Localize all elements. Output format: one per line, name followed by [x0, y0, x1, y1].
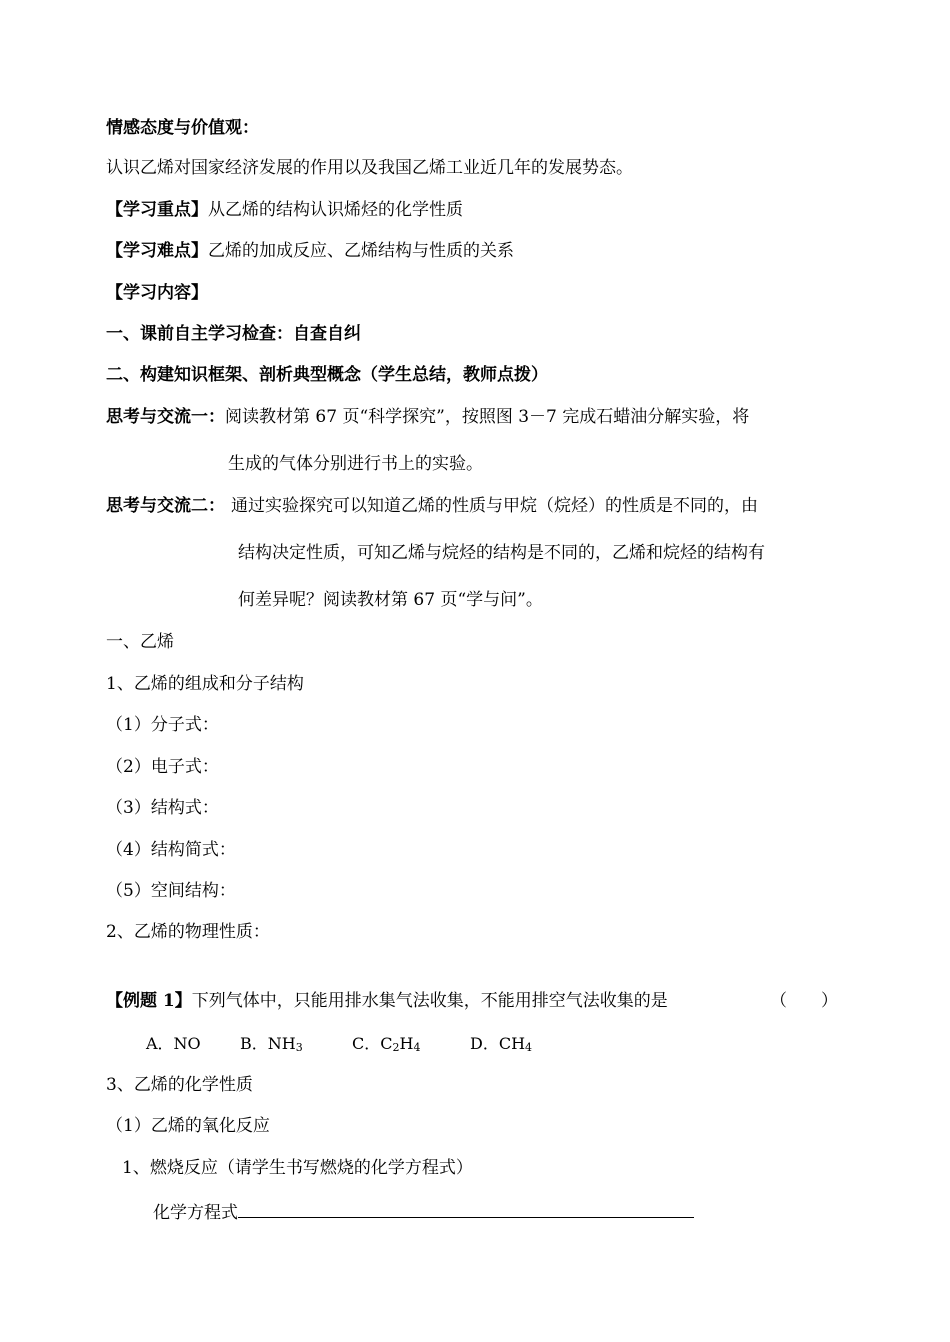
think1-label: 思考与交流一： [106, 407, 225, 427]
option-c: C．$C_2H_4$ [352, 1034, 421, 1054]
equation-line [153, 1197, 694, 1225]
equation-blank[interactable] [238, 1197, 694, 1218]
difficulty-text: 乙烯的加成反应、乙烯结构与性质的关系 [208, 241, 514, 261]
think2-label: 思考与交流二： [106, 496, 225, 516]
think1-line1 [106, 405, 749, 429]
content-heading: 【学习内容】 [106, 283, 208, 303]
sub-item-1: （1）分子式： [106, 715, 219, 735]
think1-line2: 生成的气体分别进行书上的实验。 [228, 454, 483, 474]
example-options [146, 1032, 532, 1056]
part1-heading: 一、乙烯 [106, 632, 174, 652]
option-b: B．$NH_3$ [240, 1034, 303, 1054]
key-point-text: 从乙烯的结构认识烯烃的化学性质 [208, 200, 463, 220]
think1-text-1: 阅读教材第 67 页“科学探究”，按照图 3－7 完成石蜡油分解实验，将 [225, 407, 750, 427]
item1: 1、乙烯的组成和分子结构 [106, 674, 304, 694]
key-point-label: 【学习重点】 [106, 200, 208, 220]
example-answer-paren: （ ） [770, 991, 838, 1011]
item3: 3、乙烯的化学性质 [106, 1075, 253, 1095]
sub3-1-1: 1、燃烧反应（请学生书写燃烧的化学方程式） [122, 1158, 473, 1178]
think2-line3: 何差异呢？阅读教材第 67 页“学与问”。 [238, 590, 543, 610]
example-text: 下列气体中，只能用排水集气法收集，不能用排空气法收集的是 [191, 991, 668, 1011]
key-point [106, 198, 463, 222]
option-d: D．$CH_4$ [470, 1034, 533, 1054]
attitude-text: 认识乙烯对国家经济发展的作用以及我国乙烯工业近几年的发展势态。 [106, 158, 633, 178]
sub-item-4: （4）结构简式： [106, 840, 236, 860]
think2-text-1: 通过实验探究可以知道乙烯的性质与甲烷（烷烃）的性质是不同的，由 [231, 496, 758, 516]
example-label: 【例题 1】 [106, 991, 192, 1011]
sub-item-5: （5）空间结构： [106, 881, 236, 901]
section2-heading: 二、构建知识框架、剖析典型概念（学生总结，教师点拨） [106, 365, 548, 385]
difficulty [106, 239, 514, 263]
example-question [106, 989, 668, 1013]
think2-line2: 结构决定性质，可知乙烯与烷烃的结构是不同的，乙烯和烷烃的结构有 [238, 543, 765, 563]
sub3-1: （1）乙烯的氧化反应 [106, 1116, 270, 1136]
section1-heading: 一、课前自主学习检查：自查自纠 [106, 324, 361, 344]
option-a: A．NO [146, 1034, 201, 1053]
equation-label: 化学方程式 [153, 1203, 238, 1223]
sub-item-2: （2）电子式： [106, 757, 219, 777]
item2: 2、乙烯的物理性质： [106, 922, 270, 942]
difficulty-label: 【学习难点】 [106, 241, 208, 261]
think2-line1 [106, 494, 758, 518]
attitude-heading: 情感态度与价值观： [106, 118, 259, 138]
sub-item-3: （3）结构式： [106, 798, 219, 818]
